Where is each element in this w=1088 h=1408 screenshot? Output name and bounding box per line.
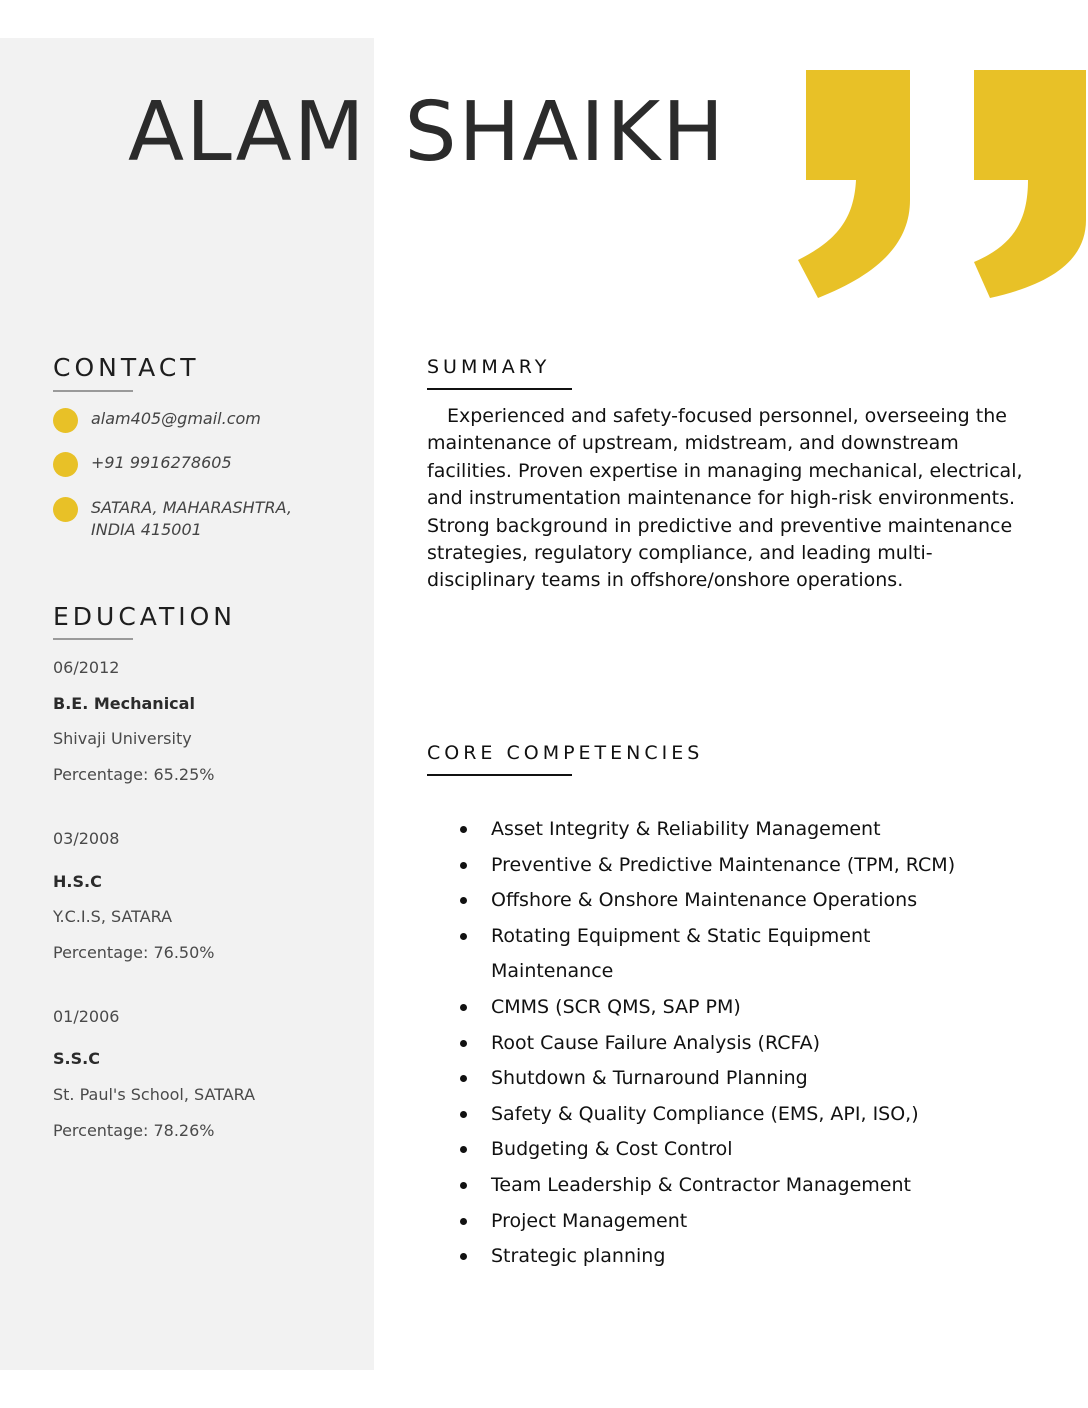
last-name: SHAIKH [404,85,726,180]
education-score: Percentage: 78.26% [53,1121,215,1140]
education-degree: S.S.C [53,1049,100,1068]
education-degree: H.S.C [53,872,102,891]
address-text [91,497,292,541]
location-dot-icon [53,497,78,522]
competencies-list [427,812,1027,1275]
contact-heading: CONTACT [53,353,200,382]
phone-text: +91 9916278605 [91,453,232,472]
list-item: CMMS (SCR QMS, SAP PM) [427,990,1027,1026]
education-date: 03/2008 [53,829,120,848]
list-item: Safety & Quality Compliance (EMS, API, ISO,) [427,1097,1027,1133]
address-line-1: SATARA, MAHARASHTRA, [91,498,292,517]
address-line-2: INDIA 415001 [91,520,202,539]
summary-heading: SUMMARY [427,356,551,378]
competencies-heading-rule [427,774,572,776]
education-date: 01/2006 [53,1007,120,1026]
list-item: Asset Integrity & Reliability Management [427,812,1027,848]
list-item: Shutdown & Turnaround Planning [427,1061,1027,1097]
list-item: Offshore & Onshore Maintenance Operations [427,883,1027,919]
list-item: Strategic planning [427,1239,1027,1275]
education-heading-rule [53,638,133,640]
resume-name [128,85,726,180]
education-degree: B.E. Mechanical [53,694,195,713]
competencies-heading: CORE COMPETENCIES [427,742,704,764]
education-heading: EDUCATION [53,602,236,631]
contact-heading-rule [53,390,133,392]
education-date: 06/2012 [53,658,120,677]
education-institution: Y.C.I.S, SATARA [53,907,173,926]
education-institution: St. Paul's School, SATARA [53,1085,256,1104]
list-item: Preventive & Predictive Maintenance (TPM, RCM) [427,848,1027,884]
education-institution: Shivaji University [53,729,192,748]
summary-text: Experienced and safety-focused personnel, overseeing the maintenance of upstream, midstream, and downstream facilities. Proven expertise in managing mechanical, electrical, and instrumentation maintenance for high-risk environments. Strong background in predictive and preventive maintenance strategies, regulatory compliance, and leading multi-disciplinary teams in offshore/onshore operations. [427,405,1023,592]
list-item: Rotating Equipment & Static Equipment Maintenance [427,919,911,990]
email-text: alam405@gmail.com [91,409,261,428]
list-item: Project Management [427,1204,1027,1240]
phone-dot-icon [53,452,78,477]
education-score: Percentage: 76.50% [53,943,215,962]
first-name: ALAM [128,85,367,180]
summary-heading-rule [427,388,572,390]
list-item: Team Leadership & Contractor Management [427,1168,1027,1204]
email-dot-icon [53,408,78,433]
education-score: Percentage: 65.25% [53,765,215,784]
list-item: Budgeting & Cost Control [427,1132,1027,1168]
list-item: Root Cause Failure Analysis (RCFA) [427,1026,1027,1062]
quote-mark-icon [796,70,1088,300]
